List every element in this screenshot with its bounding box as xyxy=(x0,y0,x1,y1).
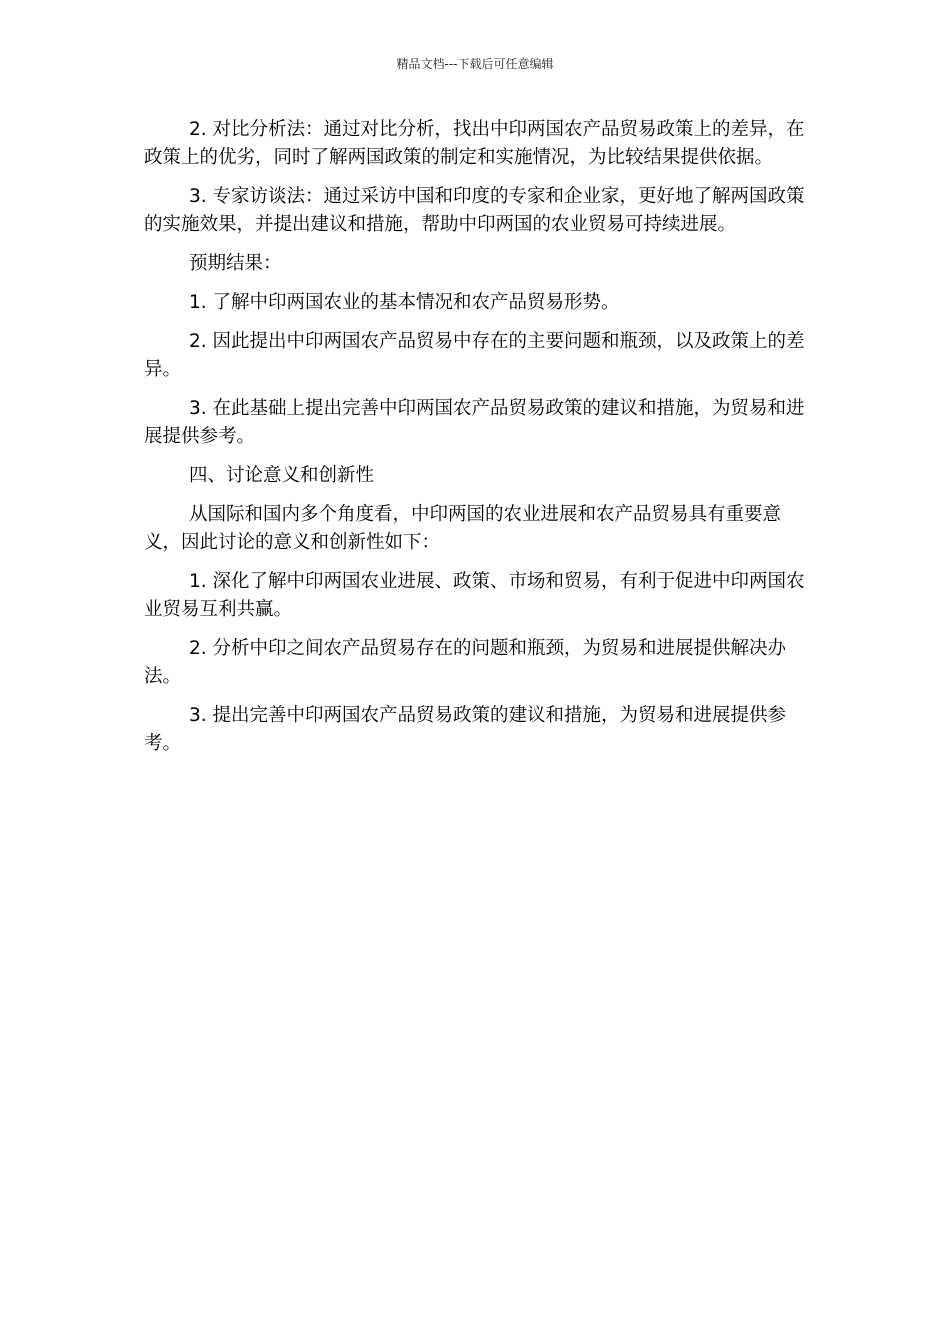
section-heading-significance: 四、讨论意义和创新性 xyxy=(189,465,375,486)
document-body xyxy=(144,116,806,769)
page-header: 精品文档---下载后可任意编辑 xyxy=(396,57,554,71)
paragraph-result-1: 1. 了解中印两国农业的基本情况和农产品贸易形势。 xyxy=(189,292,620,313)
paragraph-method-interview: 3. 专家访谈法：通过采访中国和印度的专家和企业家，更好地了解两国政策的实施效果，并提出建议和措施，帮助中印两国的农业贸易可持续进展。 xyxy=(144,186,805,235)
paragraph-method-comparison: 2. 对比分析法：通过对比分析，找出中印两国农产品贸易政策上的差异，在政策上的优劣，同时了解两国政策的制定和实施情况，为比较结果提供依据。 xyxy=(144,119,805,168)
paragraph-significance-1: 1. 深化了解中印两国农业进展、政策、市场和贸易，有利于促进中印两国农业贸易互利共赢。 xyxy=(144,571,805,620)
paragraph-expected-results-heading: 预期结果： xyxy=(189,253,282,274)
paragraph-significance-intro: 从国际和国内多个角度看，中印两国的农业进展和农产品贸易具有重要意义，因此讨论的意义和创新性如下： xyxy=(144,504,782,553)
paragraph-result-3: 3. 在此基础上提出完善中印两国农产品贸易政策的建议和措施，为贸易和进展提供参考。 xyxy=(144,398,805,447)
paragraph-significance-2: 2. 分析中印之间农产品贸易存在的问题和瓶颈，为贸易和进展提供解决办法。 xyxy=(144,638,787,687)
paragraph-significance-3: 3. 提出完善中印两国农产品贸易政策的建议和措施，为贸易和进展提供参考。 xyxy=(144,705,787,754)
paragraph-result-2: 2. 因此提出中印两国农产品贸易中存在的主要问题和瓶颈，以及政策上的差异。 xyxy=(144,331,805,380)
